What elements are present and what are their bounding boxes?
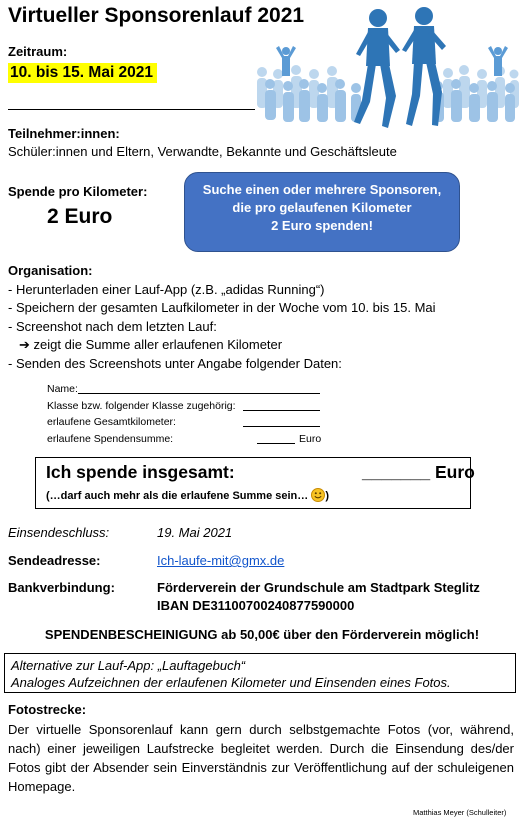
period-value: 10. bis 15. Mai 2021 <box>8 63 157 83</box>
pledge-note-text: (…darf auch mehr als die erlaufene Summe sein… <box>46 490 312 502</box>
organisation-item: - Screenshot nach dem letzten Lauf: <box>8 318 217 334</box>
alternative-box <box>4 653 516 693</box>
address-label: Sendeadresse: <box>8 553 101 568</box>
form-sum-line[interactable] <box>257 443 295 444</box>
donation-label: Spende pro Kilometer: <box>8 184 148 199</box>
pledge-text: Ich spende insgesamt: <box>46 462 235 482</box>
form-sum-label: erlaufene Spendensumme: <box>47 432 174 445</box>
organisation-sub-text: zeigt die Summe aller erlaufenen Kilometer <box>33 337 283 352</box>
form-name-line[interactable] <box>78 393 320 394</box>
pledge-box <box>35 457 475 509</box>
donation-value: 2 Euro <box>47 205 113 228</box>
organisation-item: - Senden des Screenshots unter Angabe folgender Daten: <box>8 355 342 371</box>
deadline-label: Einsendeschluss: <box>8 525 110 540</box>
bank-iban: IBAN DE31100700240877590000 <box>157 598 355 613</box>
pledge-blank[interactable]: _______ Euro <box>362 462 475 482</box>
blank-line <box>8 109 255 110</box>
form-km-label: erlaufene Gesamtkilometer: <box>47 416 176 428</box>
alternative-title: Alternative zur Lauf-App: „Lauftagebuch“ <box>11 658 246 673</box>
page-title: Virtueller Sponsorenlauf 2021 <box>8 4 305 27</box>
form-km-line[interactable] <box>243 426 320 427</box>
arrow-right-icon: ➔ <box>19 337 30 352</box>
pledge-note-end: ) <box>325 490 329 502</box>
form-row-sum <box>47 431 322 448</box>
runners-illustration <box>252 4 522 130</box>
organisation-item: - Herunterladen einer Lauf-App (z.B. „adidas Running“) <box>8 281 325 297</box>
form-class-label: Klasse bzw. folgender Klasse zugehörig: <box>47 399 236 412</box>
callout-line-2: die pro gelaufenen Kilometer <box>232 200 412 215</box>
period-label: Zeitraum: <box>8 44 68 59</box>
organisation-item-sub <box>8 336 436 355</box>
organisation-label: Organisation: <box>8 263 93 278</box>
organisation-section <box>8 262 436 373</box>
bank-label: Bankverbindung: <box>8 580 115 595</box>
organisation-item: - Speichern der gesamten Laufkilometer in der Woche vom 10. bis 15. Mai <box>8 300 436 315</box>
participants-value: Schüler:innen und Eltern, Verwandte, Bekannte und Geschäftsleute <box>8 144 397 159</box>
email-link[interactable]: Ich-laufe-mit@gmx.de <box>157 553 285 568</box>
pledge-note <box>46 488 329 502</box>
form-row-class <box>47 398 236 415</box>
form-sum-unit: Euro <box>299 432 322 445</box>
participants-label: Teilnehmer:innen: <box>8 126 120 141</box>
data-form <box>47 381 322 447</box>
sponsor-callout <box>184 172 460 252</box>
form-row-km <box>47 414 236 431</box>
signature: Matthias Meyer (Schulleiter) <box>413 808 507 817</box>
smiley-icon <box>311 488 325 502</box>
alternative-text: Analoges Aufzeichnen der erlaufenen Kilometer und Einsenden eines Fotos. <box>11 675 451 690</box>
form-class-line[interactable] <box>243 410 320 411</box>
callout-line-1: Suche einen oder mehrere Sponsoren, <box>202 182 442 197</box>
bank-name: Förderverein der Grundschule am Stadtpark Steglitz <box>157 580 480 595</box>
receipt-note: SPENDENBESCHEINIGUNG ab 50,00€ über den Förderverein möglich! <box>44 627 480 642</box>
callout-line-3: 2 Euro spenden! <box>271 218 373 233</box>
form-name-label: Name: <box>47 383 78 395</box>
form-row-name <box>47 381 236 398</box>
photo-label: Fotostrecke: <box>8 702 87 717</box>
deadline-value: 19. Mai 2021 <box>157 525 233 540</box>
photo-text: Der virtuelle Sponsorenlauf kann gern durch selbstgemachte Fotos (vor, während, nach) einer jeweiligen Laufstrecke begleitet werden. Durch die Einsendung des/der Fotos gibt der Absender sein Einverständnis zur Veröffentlichung auf der schuleigenen Homepage. <box>8 722 514 794</box>
